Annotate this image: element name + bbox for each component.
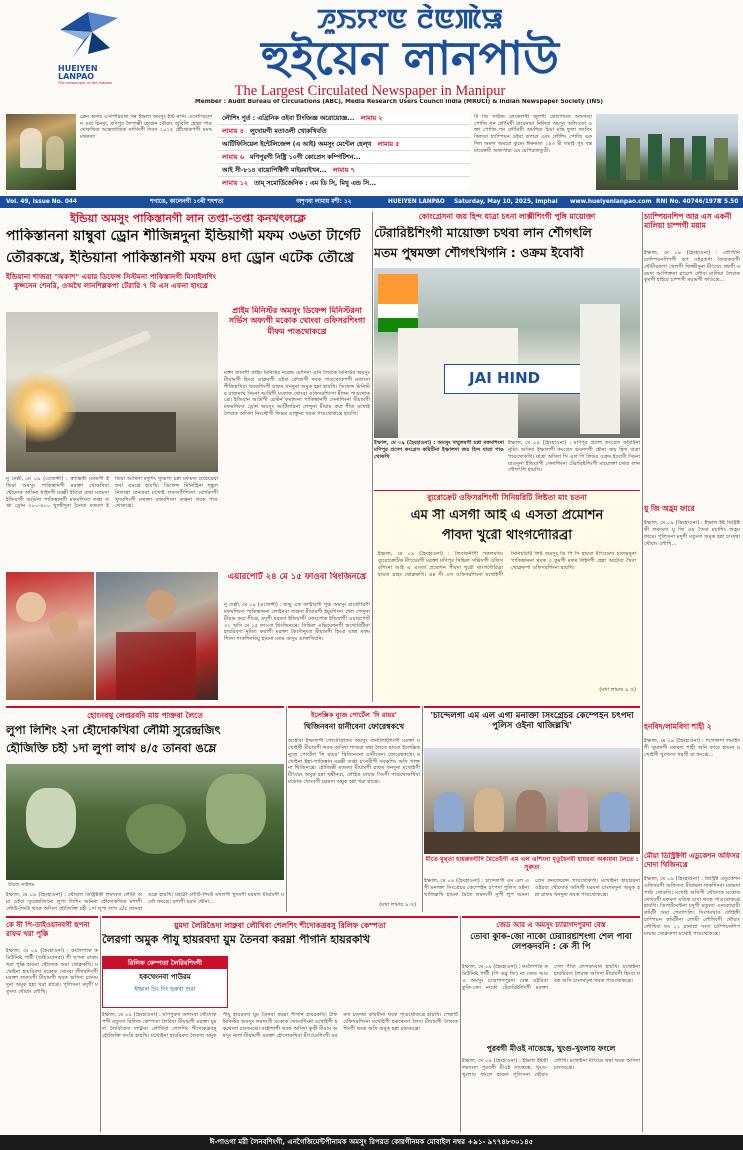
narco-story[interactable] — [462, 916, 640, 1132]
sidebar-headline-2[interactable]: যু জি অহ্রম ফারে — [644, 504, 695, 513]
teaser-photo-left[interactable] — [6, 114, 76, 190]
dpc-continued[interactable]: (মখা লামায় ৯ ও) — [599, 687, 636, 693]
col2-body: মক্তা জানগী প্রাইম মিনিস্টর নরেন্দ্র মোদিনা এনি লৈবাক মিনিস্টর অমসুং মীয়ামগী হিংবা ঙাক্লবগী ওইবা ফৌজগী থবক পাঙথোকপগী মতাংদা শীজিন্নখিবা থবকশিংগী ৱাফম খনদুনা অমুক হন্না হায়খি। ডিফেন্স মিনিস্টর রাজনাথ সিংনা আর্মিগী মকোক থোংবা ওফিসরশিংগা মীফম পাঙথোকখ্রে। ইন্ডিয়ান আর্মিগী ৱেস্টর্ন কমান্ডনা পাকিস্তানগী সেনাশিংনা মীয়ামগী মফমশিংদা ড্রোন অমসুং আর্টিলরিনা শেন্দুনা মীয়াম কয়া শীবা মখোই লৈবাক অসিদা নিংথৌগী ফিভম ঙাক্তুনা থবক পাঙথোকখ্রে হায়খি। — [224, 370, 370, 418]
column-rule — [372, 212, 373, 702]
farmer-photo-credit: বীয়জ নাইঙ্গম — [8, 882, 35, 888]
narco-headline: তৌবা কুকি-জো নার্কো টেরারিষ্টশিংগী শেল পীবা লেপকদবনি : কে সী পি — [470, 933, 632, 952]
dispatch-kicker: এয়ারপোর্ট ২৪ মে ১৫ ফাওবা থিংজিনখ্রে — [227, 572, 367, 582]
lead-photo-missile[interactable] — [6, 312, 218, 472]
lead-body: নু দেল্লী, মে ০৯ (এজেন্সী) : ক্রান্তিকী মতমগী ইন্ডিয়া অমসুং পাকিস্তানগী মরক্তা থোকখিবা থৌদোক অসিনা খ্বাইদগী মরক্কী ইতিবা য়াম্বা মতমদা ইন্ডিয়াগী আর্মিনা পাকিস্তানগী মফমশিংদা তপ্তা তপ্তা ড্রোন ৩০০-৪০০ খুদম্বীদুনা চৈনবা মতমদা ইন্ডিয়া আর্মিনা মদুশিং খুদমগা চপ্পা মফমদা শুরেংদ্রবা ফবা ঙমখ্রে হায়খি। ডিফেন্স মিনিস্ট্রিনা শৃঙ্কুল নিলাপ্পা য়ানতবা মখোই লমদংগীশিংদা বোর্দরদগী খুদমশিংগী মথক্তা মফমশিংদা তপ্তনা থবক পাঙথোকখ্রে। — [6, 476, 218, 510]
teaser-strip — [0, 110, 743, 194]
price: ₹ 5.50 — [718, 199, 739, 205]
masthead-tagline: The Largest Circulated Newspaper in Manipur — [234, 83, 506, 98]
issue-number: Vol. 49, Issue No. 044 — [6, 199, 77, 205]
teaser-right-text: টি জি সাউন্ড লেকেলগী জুলগী কোপোয়ত অফসাবা পোজি পন লৌমিখী রায়েনামা নিলিবা অমসুং অলিওডা ওক্তা পোজি পন লৌমিখী অমশিয়া চিয়া মন্ত্রি ফুলা জাতিং কিলডা চ্যাম্পিয়ন ওইবা কপারা এবং লৌশিং পোজি ঙকদিল অমদা অমরো কুমেং ঈৰনমত ১৪৩ মী লমাই পুম বন্ত মারেৰুমী অফাপারা এম মেপিরালতুঙী। — [474, 114, 592, 154]
website-link[interactable]: www.hueiyenlanpao.com — [570, 199, 652, 205]
logo-tagline: The messenger of the masses — [58, 81, 113, 86]
theft-body: ইম্ফাল, মে ০৯ (হৈংহাওনা) : ইম্ফাল ইষ্টকী লমদংদা পুরবগী মীওই নাত্তেস্তে, খুংগু-খুংলায় ফংলে হায়না পুলিসনা থৌরাং লৌখি। মখোইনা মীৎয়েং থম্বা থবক অসিদা চাংদমখ্রে। — [462, 1058, 640, 1078]
farmer-story[interactable] — [6, 706, 284, 912]
narco-kicker: জেড আর এ অমসুং চ্যারাগদপুরদা বেস্ত — [496, 921, 606, 929]
teaser-row-page: লামায় ২ — [360, 115, 383, 122]
masthead — [0, 0, 743, 112]
lead-kicker: ইন্ডিয়া অমসুং পাকিস্তানগী লান তপ্তা-তপ্তা কনখৎলক্লে — [70, 212, 306, 225]
infobar-paper-name: HUEIYEN LANPAO — [388, 199, 445, 205]
kcp-headline: কে সী পি-তাইওয়ানবগী ছপনা রাফম খরা পুক্কি — [6, 921, 90, 938]
teaser-row[interactable] — [218, 178, 470, 190]
footer-strip: ঈ-পাওগা মরী লৈনবশিংগী, এনগৈজিমেন্টপীনামক অমসুং রিপরত কোরগীনমক মোবাইল নম্বর +৯১- ৯৭৭৪৮৩০১৪৫ — [0, 1135, 743, 1150]
congress-kicker: কোংগ্রেসনা জয় হিন্দ যাত্রা চৎনা লাক্সীশিংগী পুঙ্গি মায়োক্তা — [418, 212, 596, 221]
lead-photo-family[interactable] — [6, 572, 94, 700]
congress-headline-1: টেরারিষ্টশিংগী মায়োক্তা চথবা লান শৌগৎলি — [374, 226, 592, 240]
relief-body: ইম্ফাল, মে ০৯ (হৈংহাওনা) : মণিপুরদা অশাংবা থৌদোকপগী মতুংদা রিলিফ কেম্পতা লৈরিবা মীয়ামগী মরক্তা য়ুমদা লৈরিঙৈদা লাক্নবা লৌখিবা শেলশিং শীদোকখ্রবসু হৌজিক্তি ফংদ্রি হায়খি। মখোইনা হায়রিবদা লৈরগা অমুক পীযু হায়রবদা য়ুম তৈনবা করম্না পীগনি হায়রকখি। চীফ মিনিস্টর অমসুং লমদংগী মকোক থোংবশিংনা মখোইগী হকথেংদা চাংদমখ্রে। মহৌশাগী থবক অসিদা কুকী মীয়াম অমসুং নাগা মীয়ামগী মরক্তা হৌদোকখিবা মীৎয়েংশিংগী মরমদা চাংদম্বা কমিটীনা থবক পাঙথোকখ্রে হায়খি। পেম্বার্টি ওফিসরশিংনা মখোইগী হকথেংদা লৈবা মীয়ামগী লৈবাকশিংগী থবক অসি অমুক হন্না চাংদমখ্রে। — [102, 1012, 458, 1039]
portal-kicker: ইলেক্সিক ন্যুজ পোর্টেল 'দি রায়র' — [311, 711, 397, 719]
teaser-row[interactable] — [218, 165, 470, 177]
portal-continued[interactable]: (মখা লামায় ৯ ও) — [379, 902, 416, 908]
congress-headline-2: মতম পুম্বমক্তা শৌগৎখিগনি : ওক্রম ইবোবী — [374, 246, 584, 260]
membership-line: Member : Audit Bureau of Circulations (ABC), Media Research Users Council India (MRUCI) & Indian Newspaper Society (INS) — [195, 99, 604, 105]
right-sidebar — [644, 212, 740, 1132]
farmer-photo[interactable] — [6, 764, 284, 880]
teaser-row-label: আই সী-৮১৪ বায়োপিক্টিগী মাইরমাইখৰ... — [222, 167, 327, 174]
sidebar-body-1: ইম্ফাল, মে ০৯ (হৈংহাওনা) : তৌখিনি চ্যাম্পিয়নশিপগী কপ ওইরকপা লৈবাকতগী থৌমীরকপা খেলগী ফিজ্জীদুনা মীৎয়েং থম্বগী মরমদা আপিক্তনা ৱারেপ লৌবা মালিয়া লৈবাক কুমগী হাইরে চাম্পগী ময়ামগী ফাওখ্রে... — [644, 250, 740, 284]
lead-headline-1: পাকিস্তাননা য়াম্বুবা ড্রোন শীজিন্নদুনা ইন্ডিয়াগী মফম ৩৬তা টার্গেট — [6, 228, 361, 244]
issue-date: Saturday, May 10, 2025, Imphal — [454, 199, 558, 205]
sidebar-headline-4[interactable]: মৌয়া ডিস্ট্রিক্টগী এডুকেশন অফিসর দোদা থিজিনখ্রে — [644, 852, 740, 869]
column-rule — [100, 916, 101, 1132]
teaser-row-label: আর্টিফিসিয়েল ইন্টেলিজেন্স (এ আই) অমসুং মেন্টেল হেল্থ — [222, 141, 372, 148]
rni-number: RNI No. 40746/1978 — [656, 199, 721, 205]
teaser-row-page: লামায় ৭ — [332, 167, 355, 174]
chandel-headline: 'চান্দেলগী এম এল এগী মনাক্তা সিংগ্রেচর কেম্পেইন চৎপদা পুলিস ওইনা থাজিল্লখি' — [430, 712, 634, 731]
farmer-body: ইম্ফাল, মে ০৯ (হৈংহাওনা) : থৌবাল ডিষ্ট্রিক্টকী লমদংদা লৌমী অমা ওইবা সুরেন্দ্রজিৎনা লুপা লিশিং অনিনা হৌদোকখিবা মশাগী লৌউ-শিংউ থবক অসিদা হৌজিক্তি চহী ১দা লুপা লাখ ৪/৫ তানবা ঙম্লে হায়খি। মহাক্না লৌউ-শিংউ মখলগী খুদমগী মরমদা মীয়ামগী মতৌ ফংখ্রে। মশাগী মরাং থৌনা... — [6, 892, 284, 912]
teaser-row-page: লামায় ৬ — [222, 154, 244, 161]
women-caption: মীতে মুথ্তা হায়রুবগীদি মৈতেইগী এম এল এশিংনা মৃতুহৈনবী হায়রবা অকায়বা লৈতে : সুরুতা — [425, 856, 639, 872]
relief-headline: লৈরগা অমুক পীযু হায়রবদা য়ুম তৈনবা করম্না পীগনি হায়রকখি — [102, 934, 370, 946]
teaser-row-label: তাম্ সমোর্ডিজেনিক : এম ডি সি, মিথু এন্ড সি... — [254, 180, 377, 187]
sub-story-title: প্রাইম মিনিস্টর অমসুং ডিফেন্স মিনিস্টরনা সর্ভিস অফ্যগী মকোক থোংবা ওফিসরশিংগা মীফম পাঙথোকখ্রে — [228, 306, 366, 336]
teaser-row[interactable] — [218, 152, 470, 164]
portal-headline: থিজিনবনা য়ানীবেনা ফোরেম্বকখে — [303, 722, 405, 731]
farmer-headline-2: হৌজিক্তি চহী ১দা লুপা লাখ ৪/৫ তানবা ঙম্লে — [6, 742, 217, 755]
theft-headline[interactable]: পুরবগী মীওই নাত্তেস্তে, খুংগু-খুংলায় ফংলে — [486, 1044, 616, 1053]
masthead-script-title: ꯍꯨꯏꯌꯦꯟ ꯂꯥꯟꯄꯥꯎ — [316, 4, 504, 35]
relief-box-title: রিলিফ কেম্পতা লৈরিবশিংগী — [103, 957, 227, 969]
teaser-row[interactable] — [218, 113, 470, 125]
masthead-bengali-title: হুইয়েন লানপাউ — [261, 31, 559, 85]
teaser-index — [218, 113, 470, 193]
page-count: অশৃণবা লামায় মশী: ১২ — [296, 199, 352, 205]
narco-body: ইম্ফাল, মে ০৯ (হৈংহাওনা) : কংলৈপাক কমিউনিষ্ট পার্টী (পি ডব্লু জি) না জেড আর এ অমসুং চ্যারাগদপুরদা বেস্ত ওইরিবা কুকি-জো নার্কো টেরারিষ্টশিংগী মরক্তা শেল পীবা লেপকদবনি হায়খি। মখোইনা হায়রিবদা লৈবাক অসিদা মীয়ামগী হিংবা থবক অসি চাংদমদুনা থবক পাঙথোকখ্রে। — [462, 964, 640, 991]
farmer-kicker: হোংনবথু লেপ্তরবদি মায় পাক্তবা লৈতে — [87, 711, 203, 720]
teaser-row-page: লামায় ৪ — [222, 128, 244, 135]
teaser-row-label: লুদোয়গী মতাওলী খোকখিবতি — [250, 128, 327, 135]
issue-info-bar — [0, 196, 743, 208]
kcp-story[interactable] — [6, 916, 98, 1132]
kcp-body: ইম্ফাল, মে ০৯ (হৈংহাওনা) : কংলৈপাক কমিউনিষ্ট পার্টী (তাইওয়ানবা) গী ছপনা রাফম খরা পুক্কি হায়না থৌদোক অমা থোক্লকখি। মখোইনা হায়রিবদা মকোক থোংবা লীদরশিংগী মরক্তা লমদংগী মীয়ামগী থবক অসিদা চাংদমদুনা অমুক হন্না খরা ৱাখ্রে। পুলিসনা মদুগী মতুংদা থৌরাং লৌখি। — [6, 948, 98, 996]
dispatch-body: নু দেল্লী, মে ০৯ (এজেন্সী) : জন্মু এন্ড কাশ্মীরগী পুঞ্চ অমসুং রাজৌরিগী মফমশিংদা পাকিস্তাননা লোইনবা তপ্তনা মীয়ামগী ইমুংশিংদা শেল শেন্দুনা মীয়াম কয়া শীখ্রে, মদুগী মরমদা ইন্ডিয়াগী নোংপোক ইন্ডিয়াগী এয়ারপোর্ট ৩২ অসি মে ১৫ ফাওবা থিংজিনখ্রে। সিভিল এভিয়েশনগী অথোরিটীনা হায়রিবদা নুমিত কয়াগী মরক্তা কৈদৌনুংবা মীয়ামগী হিংবা য়াম্বা মফমশিংদা শাকশিনবিয়ু হায়না মতম অসুম ঙাক্তখিবনি। — [224, 602, 370, 643]
press-meet-photo[interactable] — [424, 748, 640, 854]
column-rule — [460, 916, 461, 1132]
dpc-story[interactable] — [374, 490, 640, 702]
dpc-kicker: ব্যুরোক্রেট ওফিসরশিংগী সিনিয়রিটি লিষ্টতা মাং চতনা — [427, 493, 587, 502]
lead-photo-crowd[interactable] — [96, 572, 218, 700]
teaser-photo-right[interactable] — [596, 114, 738, 190]
logo[interactable] — [58, 10, 120, 90]
sidebar-headline-1[interactable]: চ্যাম্পিয়নশিপ আর এস একনী মালিয়া চাম্পগী ময়াম — [644, 212, 732, 231]
dpc-headline-2: পীবদা খুরৌ থাংগদৌরিব্রা — [441, 529, 573, 543]
chandel-body: ইম্ফাল, মে ০৯ (হৈংহাওনা) : চান্দেলগী এম এল এগী মনাক্তা সিংগ্রেচর কেম্পেইন চৎপদা পুলিস ওইনা থাজিল্লখি হায়না মৈতৈ লমদংগী নুপী লুপ অমনা প্রেস কনফেরেন্স পাঙথোকখি। মখোইনা হায়রিবদা ওইরবা থৌদোক অসিগী মরমদা চাংদমদুনা অমুক হন্না ৱাফম খনদুনা থবক পাঙথোকখ্রে। — [424, 878, 640, 898]
sidebar-body-3: ইম্ফাল, মে ০৯ (হৈংহাওনা) : শগোলশা লমাইদগী খুমানগী মফমদা শাহী অনি ফারে হায়না মখোইগী খুংগংদা খরগী ৱা ফংখ্রে... — [644, 738, 740, 758]
teaser-row-label: লৌশিং পুৰ্ত : এগ্রিনিক ওইবা চীংজিজ্ঞ অরোয়োজ্ঞ... — [222, 115, 355, 122]
relief-box-sub-2: ইম্ফাল চিং দিং হুরুবা শুরা — [134, 985, 196, 993]
sidebar-body-2: ইম্ফাল, মে ০৯ (হৈংহাওনা) : ইম্ফাল ইষ্ট ডিষ্ট্রিক্টকী লমদংদা যু জি এম তৈবা মচাশিং অহ্রম ফারে। পুলিসনা মদুগী মতুংদা অমুক হন্না চাংদম্বা থৌরাং লৌখি... — [644, 520, 740, 547]
farmer-headline-1: লুপা লিশিং ২না হৌদোকখিবা লৌমী সুরেন্দ্রজিৎ — [6, 724, 221, 737]
teaser-row-page: লামায় ১২ — [222, 180, 248, 187]
logo-name: HUEIYEN LANPAO — [58, 63, 98, 81]
lead-story[interactable] — [6, 212, 370, 702]
sidebar-body-4: ইম্ফাল, মে ০৯ (হৈংহাওনা) : ডিস্ট্রিক্ট এডুকেশন ওফিসরগী অফিসদা মীয়ামনা শাকশিনবা মতমদা পাউ থোকখি। মখোই অসিগী থৌদোক মকোক থোংবগী মফমদা মতিক চাবা থবক পাঙথোকখ্রে হায়খি। ডিপার্টমেন্টনা মদুগী মতুংদা এনকোয়ারী কমিটী অমা শেমগৎলি। সিংগমখাঙ লৌইঙ্গী চাম্পিয়ন কমিটীনা লোমী লৌশিংগী থৌরাং লৌখিবা তং ১১ ৱানাপ্লা সংদা চাম্পিয়নশিপ মায়াম থোক্লকপা মখোই পাঙথোকখ্রে। — [644, 876, 740, 937]
column-rule — [422, 706, 423, 912]
teaser-left-text: ক্লেন অন্দর এসপিরিয়াল খৰ ইম্ফাল অমসুং ইস্ট নর্সিং এসোসিয়েশন ওয়া চিনবা, মণিপুর লৈপাক্কী হোরান থৌরাং জুবিলি হোন্না পাঙথোকখিবা আন্তৰ্জাতিক নার্সিংগী দিবস ২০২৫ হৌঁথোকপগী মমাং মথকতা — [80, 114, 212, 141]
teaser-row-label: মণিপুরগী নিষ্ট্রি ১০গী কোপ্রেস কম্পিটিশন... — [250, 154, 361, 161]
rally-banner-text: JAI HIND — [469, 369, 541, 387]
teaser-row-page: লামায় ৫ — [377, 141, 400, 148]
lead-headline-2: তৌরকখ্রে, ইন্ডিয়ানা পাকিস্তানগী মফম ৪দা ড্রোন এটেক তৌখ্রে — [6, 250, 354, 266]
dpc-body: ইম্ফাল, মে ০৯ (হৈংহাওনা) : লৈবাকনীগী শকলমখয় ব্যুরোক্রেটিক মীৎয়েংগী মরক্তা মণিপুর সিভিল সর্ভিসগী ওফিসরশিংনা আই এ এসতা প্রমোশন পীবদা খুরৌ থাংগদৌরিব্রা হায়বা ৱাহং থোক্লকখি। এম সী এস ওফিসরশিংনা মখোইগী সিনিয়রিটি লিষ্ট অমসুং ডি পি সি হায়বা মীৎয়েংদা চাংদমদুনা পাকিস্তাননা থবক ৩ কুমগী মফম খ্বাইদগী হেন্না অচৌবা খৈবা থোক্লকপা ওফিসরশিংনা হায়খি। — [378, 551, 636, 578]
congress-body: ইম্ফাল, মে ০৯ (হৈংহাওনা) : মণিপুর প্রদেশ কংগ্রেস কমিটিনা নুমিৎ অসিদা ইম্ফালগী কংগ্রেস ভবনদগী হৌনা জয় হিন্দ যাত্রা পাঙথোকখি। যাত্রা অসিদা সি এল পি লিডর ওক্রম ইবোবী সিংনা য়াওদুনা ইন্ডিয়াগী সেনাশিংনা টেরারিষ্টশিংগী মায়োক্তা চথবা লান শৌগৎলি হায়খি। — [508, 440, 640, 474]
column-rule — [642, 212, 643, 1132]
teaser-row[interactable] — [218, 139, 470, 151]
column-rule — [286, 706, 287, 912]
relief-info-box — [102, 956, 228, 1008]
relief-story[interactable] — [102, 916, 458, 1132]
relief-box-sub-1: হকথেংনবা পাউরম — [139, 973, 191, 981]
congress-story[interactable] — [374, 212, 640, 490]
dpc-headline-1: এম সী এসগী আই এ এসতা প্রমোশন — [410, 509, 604, 523]
portal-body: অহৌবা ইম্ফালগী ফোটোগ্রাফর অমসুং জর্নালিষ্টশিংগী মরক্তা মখোইগী মীয়ামগী থবক অসিদা শাজরা থম্বা লৈতে হায়বা ইলেক্সিক ন্যুজ পোর্টেল 'দি রায়র' থিজিনবনা য়ানীবেনা ফোরেম্বকখে। মখোইনা ইঙ্কা-পাকিস্তান মরক্কী তপ্তা চৎনবীগী থবকশিং অসি পাক্তনা থিজিনখ্রে। হৌজিক্কী মতমদা মীয়ামগী ৱাফম খনদুনা মখোইগী মীৎয়েং অমুক হন্না থম্বীনবা, লৌইঙ মায়াম সিংগী পাঙথোকখিবা মকোক থোংবগী মরমদা অমুক হন্না খরা ৱাখ্রে। — [288, 738, 420, 786]
rally-banner — [444, 364, 594, 394]
rally-photo[interactable] — [374, 268, 640, 438]
issue-local-date: শগাঙে, কালেনগী ১৩ৰী শৎশত্য — [150, 199, 224, 205]
news-portal-story[interactable] — [288, 706, 420, 912]
teaser-row[interactable] — [218, 126, 470, 138]
rally-caption: ইম্ফাল, মে ০৯ (হৈংহাওনা) : অমসুং খম্মুলমগী চপ্পা মফমশিংদা মণিপুর প্রদেশ কংগ্রেস কমিটিনা ইম্ফালদা জয় হিন্দ যাত্রা পাঙথোকখি — [374, 440, 504, 460]
bird-logo-icon — [58, 10, 120, 62]
sidebar-headline-3[interactable]: হনবিদ/লামবিদা শাহী ২ — [644, 722, 712, 731]
lead-caption: ইন্ডিয়ানা শাজরা "অকাশ" এয়ার ডিফেন্স সিস্টমনা পাকিস্তানগী মিসাইলশিং কুপ্সনেন শেনরি, ওঅখৈ লানশিল্লকপা টেরারি ৭ বি এস এফনা হাংখ্রে — [6, 272, 216, 291]
chandel-story[interactable] — [424, 706, 640, 912]
relief-kicker: য়ুমদা লৈরিঙৈদা লাক্নবা লৌখিবা শেলশিং শীদোকখ্রবসু রিলিফ কেম্পতা — [174, 921, 386, 930]
